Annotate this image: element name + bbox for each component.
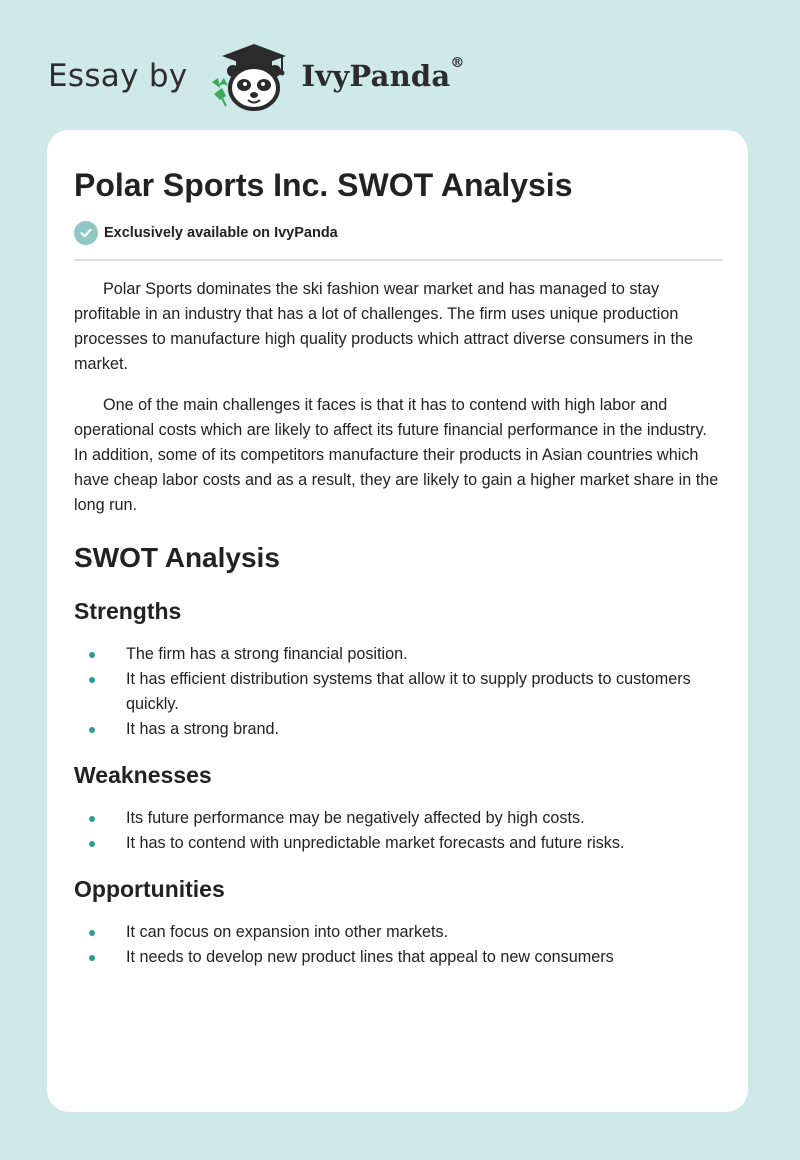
opportunities-list — [74, 920, 722, 970]
site-header — [48, 36, 465, 116]
weaknesses-list — [74, 806, 722, 856]
section-heading: SWOT Analysis — [74, 542, 280, 573]
strengths-list — [74, 642, 722, 742]
paragraph: One of the main challenges it faces is that it has to contend with high labor and operational costs which are likely to affect its future financial performance in the industry. In addition, some of its competitors manufacture their products in Asian countries which have cheap labor costs and as a result, they are likely to gain a higher market share in the long run. — [74, 396, 719, 514]
weaknesses-heading: Weaknesses — [74, 762, 212, 788]
list-item: It has a strong brand. — [74, 717, 722, 742]
divider — [74, 259, 722, 261]
exclusive-badge — [74, 221, 722, 245]
brand-text: IvyPanda — [301, 59, 451, 93]
list-item: The firm has a strong financial position. — [74, 642, 722, 667]
registered-mark: ® — [450, 55, 465, 71]
list-item: It has to contend with unpredictable market forecasts and future risks. — [74, 831, 722, 856]
panda-logo-icon[interactable] — [204, 38, 296, 114]
list-item: It has efficient distribution systems that allow it to supply products to customers quickly. — [74, 667, 722, 717]
brand-name[interactable] — [301, 55, 465, 93]
list-item: It needs to develop new product lines that appeal to new consumers — [74, 945, 722, 970]
list-item: It can focus on expansion into other markets. — [74, 920, 722, 945]
strengths-heading: Strengths — [74, 598, 182, 624]
ivy-leaf-icon — [212, 78, 228, 106]
opportunities-heading: Opportunities — [74, 876, 225, 902]
check-icon — [74, 221, 98, 245]
paragraph: Polar Sports dominates the ski fashion wear market and has managed to stay profitable in an industry that has a lot of challenges. The firm uses unique production processes to manufacture high quality products which attract diverse consumers in the market. — [74, 280, 694, 373]
essay-by-label: Essay by — [48, 58, 188, 94]
list-item: Its future performance may be negatively affected by high costs. — [74, 806, 722, 831]
essay-card — [47, 130, 748, 1112]
page-title: Polar Sports Inc. SWOT Analysis — [74, 167, 573, 203]
badge-label: Exclusively available on IvyPanda — [104, 225, 338, 241]
